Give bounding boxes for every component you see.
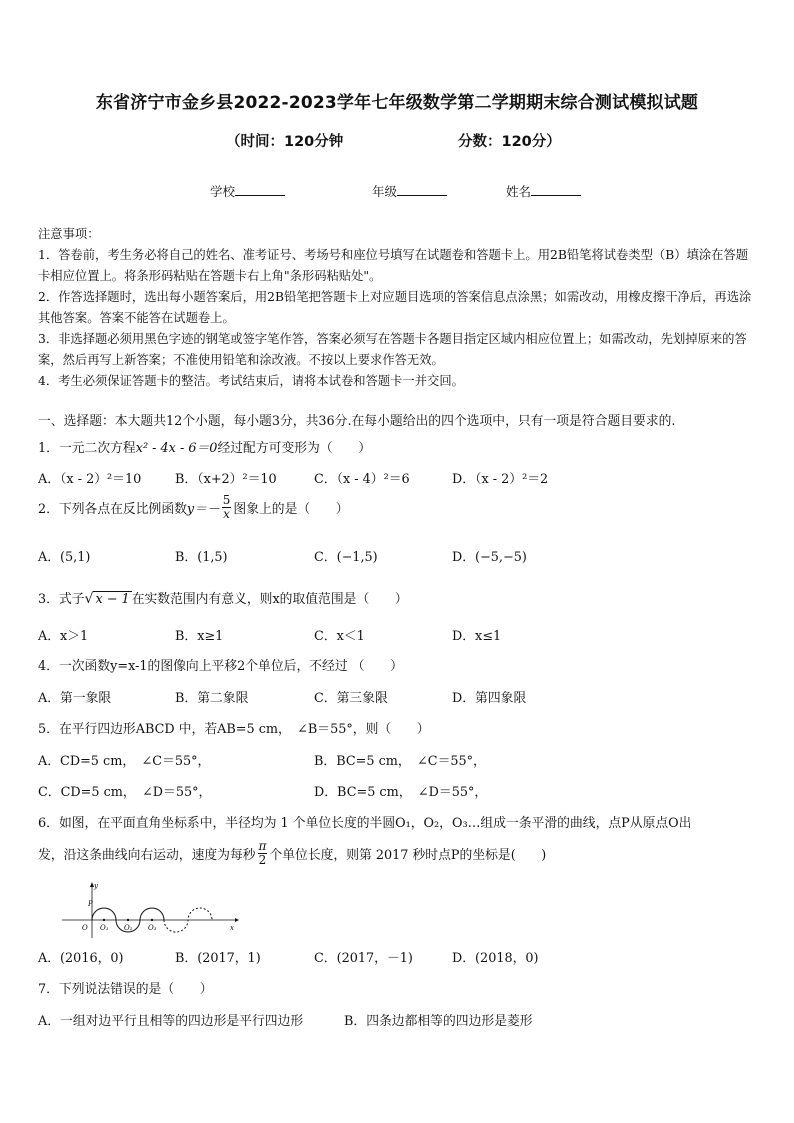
- notice-item: 4．考生必须保证答题卡的整洁。考试结束后，请将本试卷和答题卡一并交回。: [38, 374, 464, 388]
- figure-label-y: y: [94, 882, 98, 890]
- name-field: [506, 182, 581, 200]
- fraction-numerator: 5: [222, 493, 231, 507]
- q6-option-b[interactable]: B．(2017，1): [175, 951, 261, 966]
- q3-option-a[interactable]: A．x＞1: [38, 629, 89, 644]
- figure-label-o1: O₁: [100, 924, 109, 932]
- question-2-function: y＝－: [186, 502, 220, 517]
- center-o1: [103, 919, 105, 921]
- q5-option-c[interactable]: C．CD=5 cm， ∠D＝55°，: [38, 785, 212, 800]
- question-6-text-end: 个单位长度，则第 2017 秒时点P的坐标是( ): [269, 848, 547, 863]
- notice-item: 3．非选择题必须用黑色字迹的钢笔或签字笔作答，答案必须写在答题卡各题目指定区域内相应位置上；如需改动，先划掉原来的答案，然后再写上新答案；不准使用铅笔和涂改液。不按以上要求作答无效。: [38, 332, 747, 367]
- q1-option-a[interactable]: A．（x - 2）²＝10: [38, 472, 142, 487]
- question-1-text-end: 经过配方可变形为（ ）: [217, 441, 372, 456]
- question-4-stem: 4．一次函数y=x-1的图像向上平移2个单位后，不经过 （ ）: [38, 659, 403, 674]
- center-o3: [151, 919, 153, 921]
- question-3-stem: [38, 588, 408, 607]
- exam-score: 分数：120分）: [458, 134, 561, 150]
- q4-option-c[interactable]: C．第三象限: [314, 691, 388, 706]
- q6-option-d[interactable]: D．(2018，0): [452, 951, 539, 966]
- q7-option-b[interactable]: B．四条边都相等的四边形是菱形: [344, 1014, 533, 1029]
- q6-option-c[interactable]: C．(2017，－1): [314, 951, 413, 966]
- question-3-radicand: x − 1: [95, 592, 130, 607]
- name-blank[interactable]: [531, 183, 581, 196]
- q4-option-b[interactable]: B．第二象限: [175, 691, 249, 706]
- name-label: 姓名: [506, 184, 532, 199]
- q1-option-d[interactable]: D．（x - 2）²＝2: [452, 472, 549, 487]
- q3-option-b[interactable]: B．x≥1: [175, 629, 224, 644]
- fraction-denominator: x: [223, 507, 230, 521]
- q4-option-d[interactable]: D．第四象限: [452, 691, 527, 706]
- q4-option-a[interactable]: A．第一象限: [38, 691, 112, 706]
- question-6-fraction: [258, 840, 268, 867]
- q6-option-a[interactable]: A．(2016，0): [38, 951, 124, 966]
- q5-option-a[interactable]: A．CD=5 cm， ∠C＝55°，: [38, 754, 211, 769]
- figure-label-p: P: [88, 900, 93, 908]
- exam-time: （时间：120分钟: [226, 134, 344, 150]
- q1-option-c[interactable]: C．（x - 4）²＝6: [314, 472, 410, 487]
- section-heading: 一、选择题：本大题共12个小题，每小题3分，共36分.在每小题给出的四个选项中，只有一项是符合题目要求的.: [38, 414, 676, 429]
- q5-option-b[interactable]: B．BC=5 cm， ∠C＝55°，: [314, 754, 486, 769]
- q3-option-d[interactable]: D．x≤1: [452, 629, 502, 644]
- question-2-text-end: 图象上的是（ ）: [233, 502, 349, 517]
- figure-label-o: O: [82, 924, 88, 932]
- notice-item: 1．答卷前，考生务必将自己的姓名、准考证号、考场号和座位号填写在试题卷和答题卡上。用2B铅笔将试卷类型（B）填涂在答题卡相应位置上。将条形码粘贴在答题卡右上角"条形码粘贴处"。: [38, 248, 749, 283]
- q2-option-c[interactable]: C．(−1,5): [314, 550, 378, 565]
- exam-title: 东省济宁市金乡县2022-2023学年七年级数学第二学期期末综合测试模拟试题: [95, 93, 699, 113]
- notice-block: [38, 224, 760, 392]
- question-2-fraction: [222, 494, 232, 521]
- q3-option-c[interactable]: C．x＜1: [314, 629, 365, 644]
- sqrt-symbol: √: [84, 591, 94, 607]
- figure-label-x: x: [230, 924, 234, 932]
- figure-label-o3: O₃: [148, 924, 157, 932]
- question-2-stem: [38, 494, 349, 521]
- q2-option-b[interactable]: B．(1,5): [175, 550, 228, 565]
- fraction-numerator: π: [258, 839, 267, 853]
- question-3-text-end: 在实数范围内有意义，则x的取值范围是（ ）: [131, 592, 408, 607]
- q7-option-a[interactable]: A．一组对边平行且相等的四边形是平行四边形: [38, 1014, 304, 1029]
- question-1-equation: x² - 4x - 6＝0: [135, 441, 218, 456]
- school-blank[interactable]: [235, 183, 285, 196]
- x-axis-arrow: [235, 918, 239, 922]
- question-7-stem: 7．下列说法错误的是（ ）: [38, 982, 213, 997]
- center-o2: [127, 919, 129, 921]
- semicircle-curve-figure: [60, 880, 240, 940]
- q5-option-d[interactable]: D．BC=5 cm， ∠D＝55°，: [314, 785, 488, 800]
- question-1-stem: [38, 437, 371, 456]
- figure-label-o2: O₂: [124, 924, 133, 932]
- school-label: 学校: [210, 184, 236, 199]
- question-3-text: 3．式子: [38, 592, 85, 607]
- school-field: [210, 182, 285, 200]
- question-5-stem: 5．在平行四边形ABCD 中，若AB=5 cm， ∠B＝55°，则（ ）: [38, 722, 430, 737]
- notice-heading: 注意事项：: [38, 227, 100, 241]
- q2-option-d[interactable]: D．(−5,−5): [452, 550, 527, 565]
- grade-field: [372, 182, 447, 200]
- question-2-text: 2．下列各点在反比例函数: [38, 502, 187, 517]
- q2-option-a[interactable]: A．(5,1): [38, 550, 91, 565]
- notice-item: 2．作答选择题时，选出每小题答案后，用2B铅笔把答题卡上对应题目选项的答案信息点涂黑；如需改动，用橡皮擦干净后，再选涂其他答案。答案不能答在试题卷上。: [38, 290, 752, 325]
- question-6-line-2: [38, 840, 546, 867]
- question-6-text: 发，沿这条曲线向右运动，速度为每秒: [38, 848, 256, 863]
- grade-label: 年级: [372, 184, 398, 199]
- question-1-text: 1．一元二次方程: [38, 441, 136, 456]
- q1-option-b[interactable]: B．（x+2）²＝10: [175, 472, 277, 487]
- grade-blank[interactable]: [397, 183, 447, 196]
- fraction-denominator: 2: [258, 853, 267, 867]
- question-6-line-1: 6．如图，在平面直角坐标系中，半径均为 1 个单位长度的半圆O₁，O₂，O₃…组成一条平滑的曲线，点P从原点O出: [38, 816, 692, 831]
